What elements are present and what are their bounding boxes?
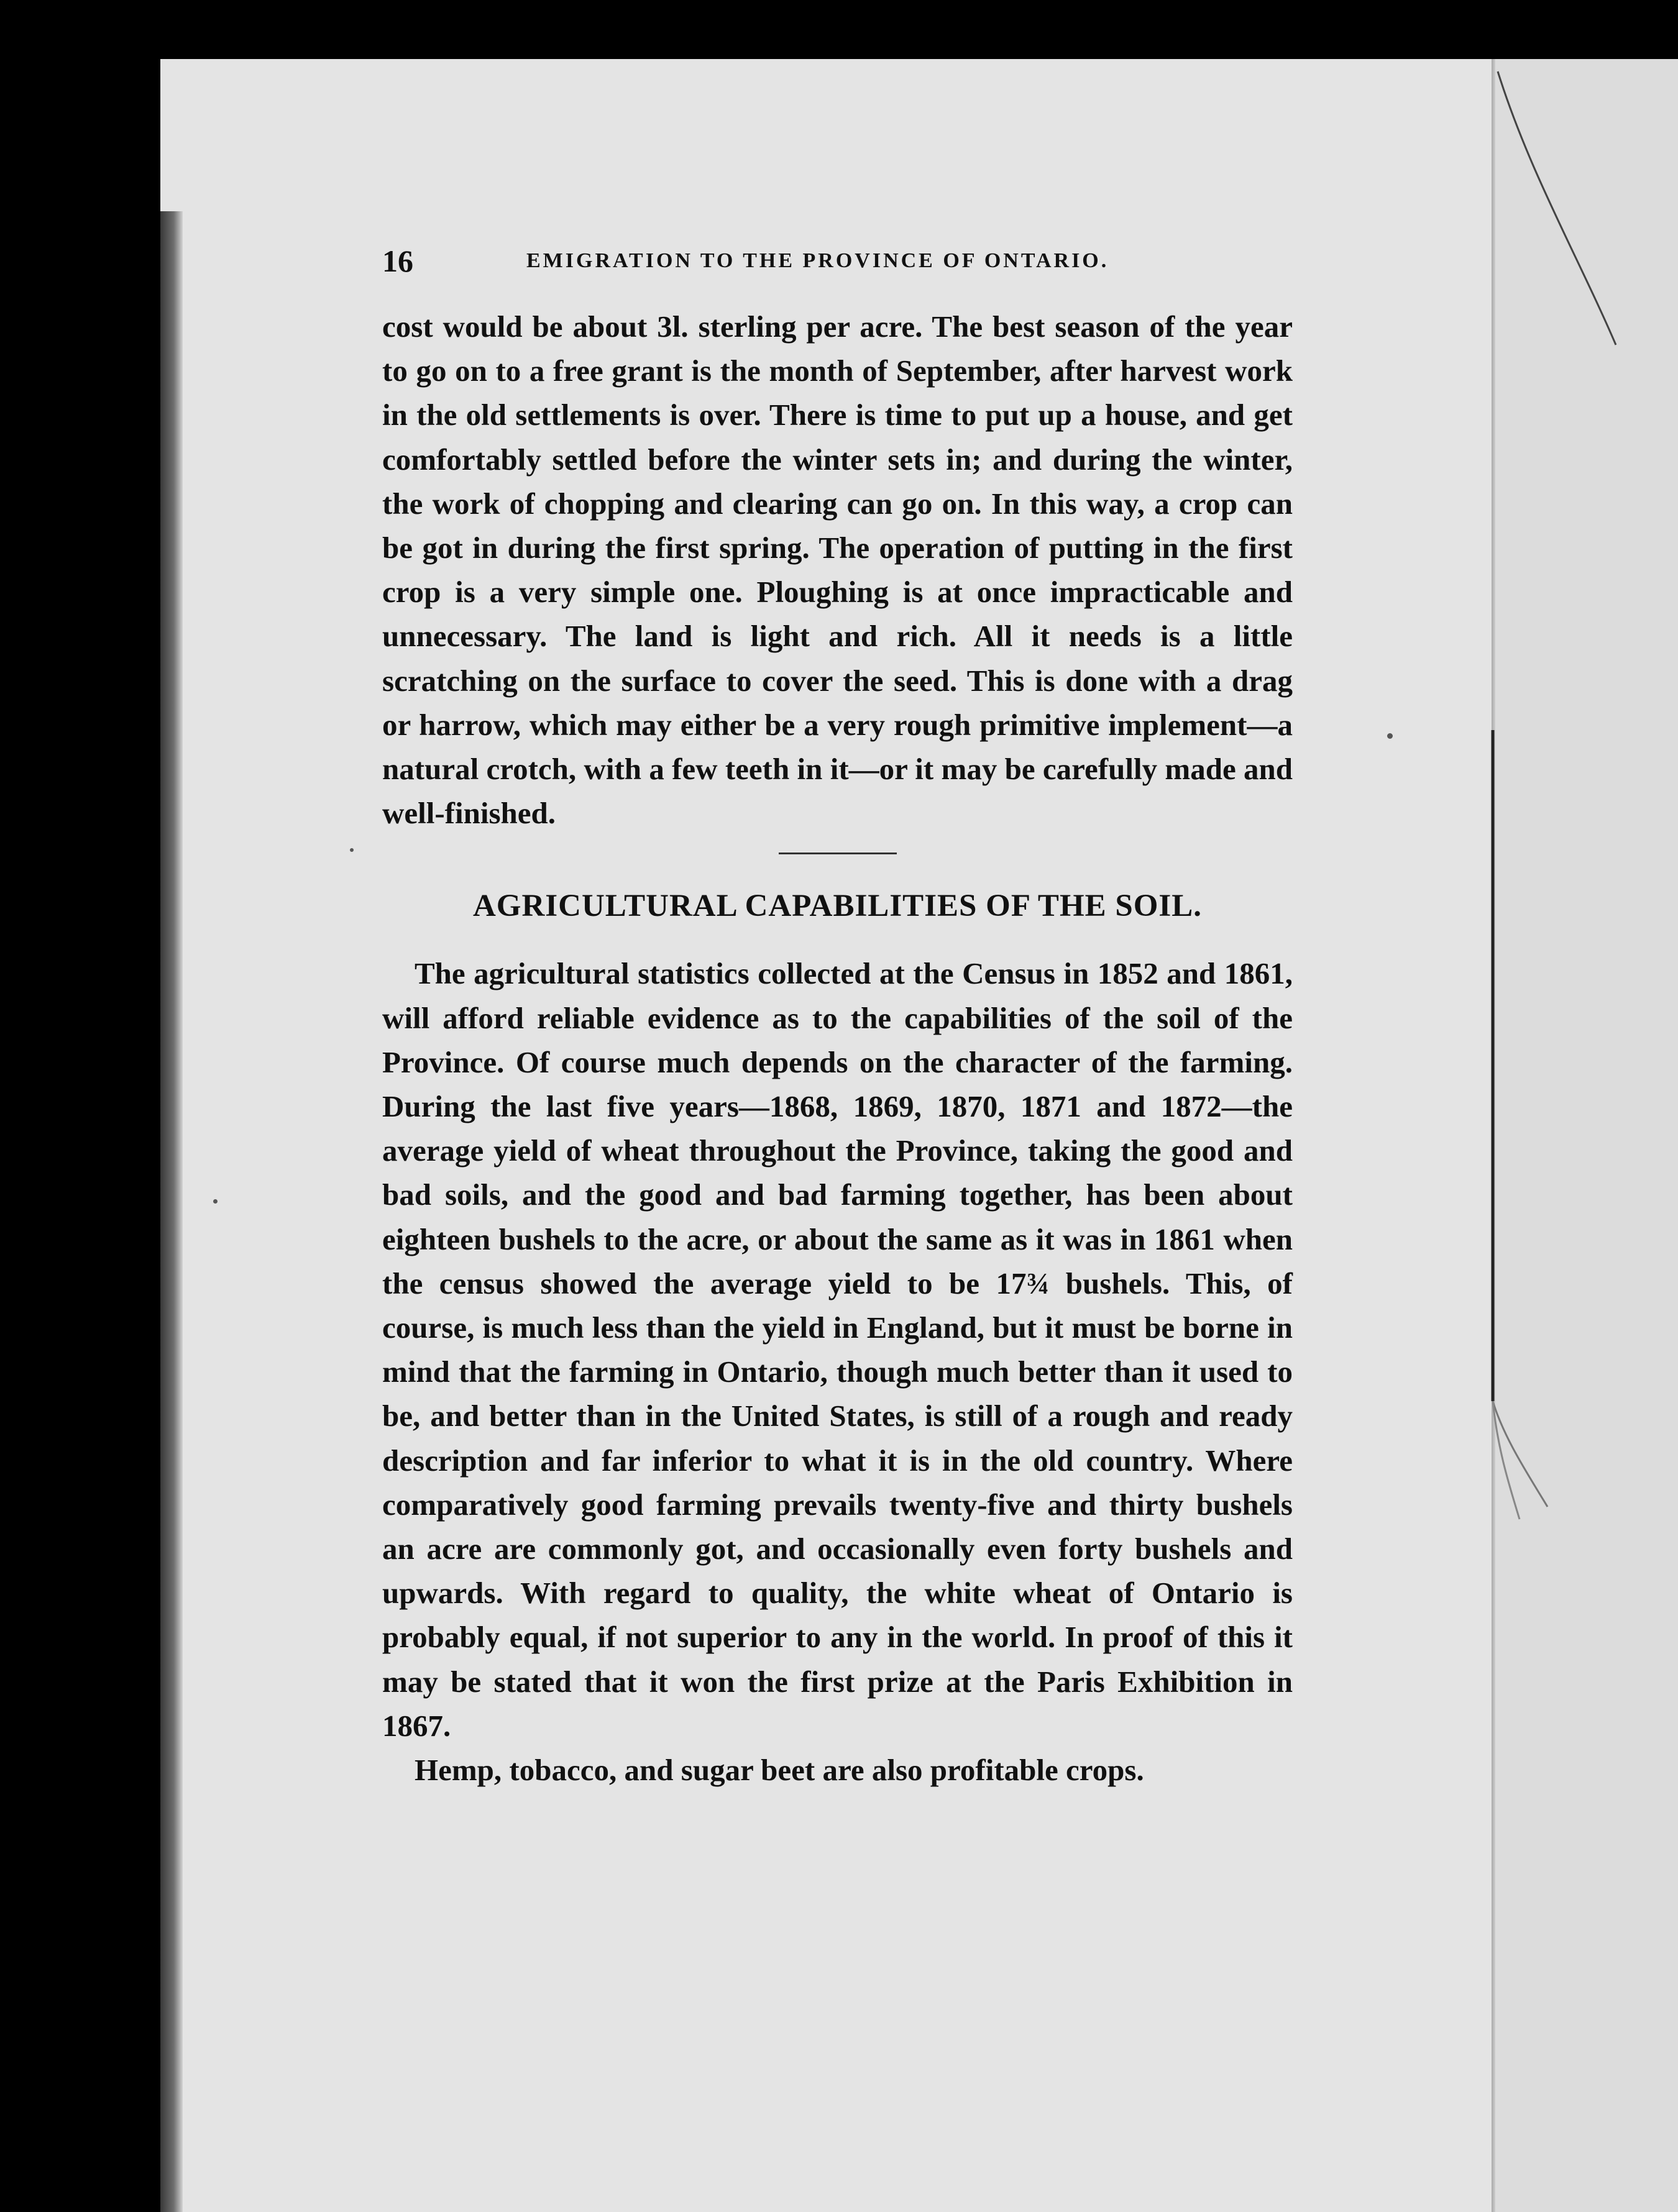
running-title: EMIGRATION TO THE PROVINCE OF ONTARIO.: [526, 249, 1109, 272]
ink-speck: [213, 1199, 218, 1204]
ink-speck: [1387, 733, 1393, 739]
body-paragraph: cost would be about 3l. sterling per acre. The best season of the year to go on to a free grant is the month of September, after harvest work in the old settlements is over. There is time to put up a house, and get comfortably settled before the winter sets in; and during the winter, the work of chopping and clearing can go on. In this way, a crop can be got in during the first spring. The operation of putting in the first crop is a very simple one. Ploughing is at once impracticable and unnecessary. The land is light and rich. All it needs is a little scratching on the surface to cover the seed. This is done with a drag or harrow, which may either be a very rough primitive implement—a natural crotch, with a few teeth in it—or it may be carefully made and well-finished.: [382, 309, 1293, 831]
binding-shadow: [160, 211, 183, 2212]
section-heading: AGRICULTURAL CAPABILITIES OF THE SOIL.: [472, 889, 1203, 924]
body-paragraph: Hemp, tobacco, and sugar beet are also profitable crops.: [415, 1753, 1144, 1788]
fold-thread: [1479, 59, 1678, 1550]
body-paragraph: The agricultural statistics collected at the Census in 1852 and 1861, will afford reliable evidence as to the capabilities of the soil of the Province. Of course much depends on the character of the farming. During the last five years—1868, 1869, 1870, 1871 and 1872—the average yield of wheat throughout the Province, taking the good and bad soils, and the good and bad farming together, has been about eighteen bushels to the acre, or about the same as it was in 1861 when the census showed the average yield to be 17¾ bushels. This, of course, is much less than the yield in England, but it must be borne in mind that the farming in Ontario, though much better than it used to be, and better than in the United States, is still of a rough and ready description and far inferior to what it is in the old country. Where comparatively good farming prevails twenty-five and thirty bushels an acre are commonly got, and occasionally even forty bushels and upwards. With regard to quality, the white wheat of Ontario is probably equal, if not superior to any in the world. In proof of this it may be stated that it won the first prize at the Paris Exhibition in 1867.: [382, 956, 1293, 1743]
page-number: 16: [382, 244, 413, 278]
page-content: [382, 236, 1293, 1792]
ink-speck: [350, 848, 354, 852]
section-divider: [779, 852, 897, 854]
running-head: [382, 236, 1293, 286]
